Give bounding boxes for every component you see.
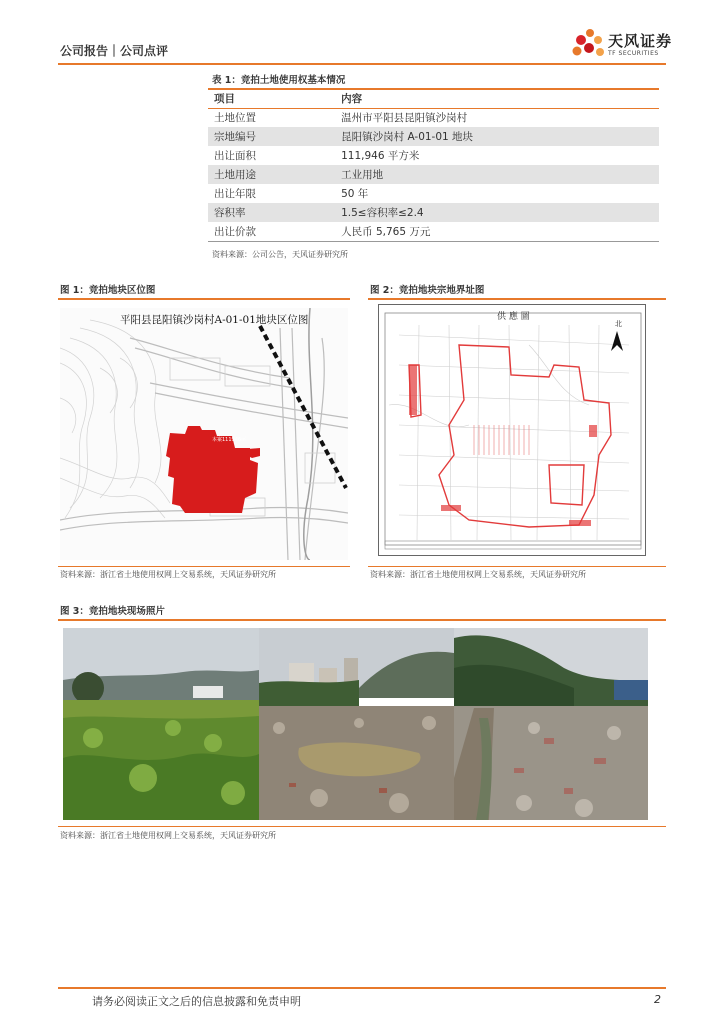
row-label: 出让价款: [208, 222, 325, 241]
footer-divider: [58, 987, 666, 989]
row-value: 人民币 5,765 万元: [325, 222, 659, 241]
figure1-top-rule: [58, 298, 350, 300]
figure1-bottom-rule: [58, 566, 350, 567]
row-value: 昆阳镇沙岗村 A-01-01 地块: [325, 127, 659, 146]
report-category: 公司报告｜公司点评: [60, 44, 169, 58]
row-label: 土地用途: [208, 165, 325, 184]
location-map: [60, 308, 348, 560]
figure3-bottom-rule: [58, 826, 666, 827]
table-row: [208, 108, 659, 127]
figure2-top-rule: [368, 298, 666, 300]
map-title: 平阳县昆阳镇沙岗村A-01-01地块区位图: [120, 314, 309, 326]
row-value: 50 年: [341, 188, 369, 200]
site-photo-grassland: [63, 628, 259, 820]
table-row: [208, 203, 659, 222]
row-label: 出让面积: [214, 150, 256, 162]
figure3-source: 资料来源：浙江省土地使用权网上交易系统，天风证券研究所: [60, 831, 276, 840]
site-photo-rubble-water: [259, 628, 454, 820]
figure3-top-rule: [58, 619, 666, 621]
page-number: 2: [654, 993, 661, 1006]
table-header-row: [208, 89, 659, 108]
row-value: 温州市平阳县昆阳镇沙岗村: [341, 112, 468, 125]
table-row: [208, 165, 659, 184]
row-value: 111,946 平方米: [341, 150, 420, 162]
table-row: [208, 127, 659, 146]
figure2-bottom-rule: [368, 566, 666, 567]
north-label: 北: [615, 320, 622, 328]
row-label: 出让年限: [214, 188, 256, 200]
supply-map-title: 供 應 圖: [497, 312, 530, 322]
figure1-title: 图 1：竞拍地块区位图: [60, 285, 156, 296]
column-header: 项目: [208, 89, 325, 108]
table-title: 表 1：竞拍土地使用权基本情况: [212, 75, 346, 86]
row-value: 工业用地: [325, 165, 659, 184]
table-row: [208, 222, 659, 241]
logo-name: 天风证券: [608, 32, 673, 50]
site-area-label: 本案111946㎡: [212, 437, 247, 443]
figure1-source: 资料来源：浙江省土地使用权网上交易系统，天风证券研究所: [60, 570, 276, 579]
row-label: 宗地编号: [208, 127, 325, 146]
figure2-source: 资料来源：浙江省土地使用权网上交易系统，天风证券研究所: [370, 570, 586, 579]
table-row: [208, 146, 659, 165]
boundary-map: [378, 304, 646, 556]
table-source: 资料来源：公司公告，天风证券研究所: [212, 250, 348, 259]
figure3-title: 图 3：竞拍地块现场照片: [60, 606, 165, 617]
row-label: 容积率: [208, 203, 325, 222]
site-photo-demolition: [454, 628, 648, 820]
row-value: 1.5≤容积率≤2.4: [325, 203, 659, 222]
column-header: 内容: [325, 89, 659, 108]
land-info-table: [208, 89, 659, 242]
figure2-title: 图 2：竞拍地块宗地界址图: [370, 285, 485, 296]
disclaimer-text: 请务必阅读正文之后的信息披露和免责申明: [92, 995, 301, 1008]
logo-name-en: TF SECURITIES: [608, 50, 659, 57]
table-row: [208, 184, 659, 203]
header-divider: [58, 63, 666, 65]
row-label: 土地位置: [214, 112, 256, 125]
